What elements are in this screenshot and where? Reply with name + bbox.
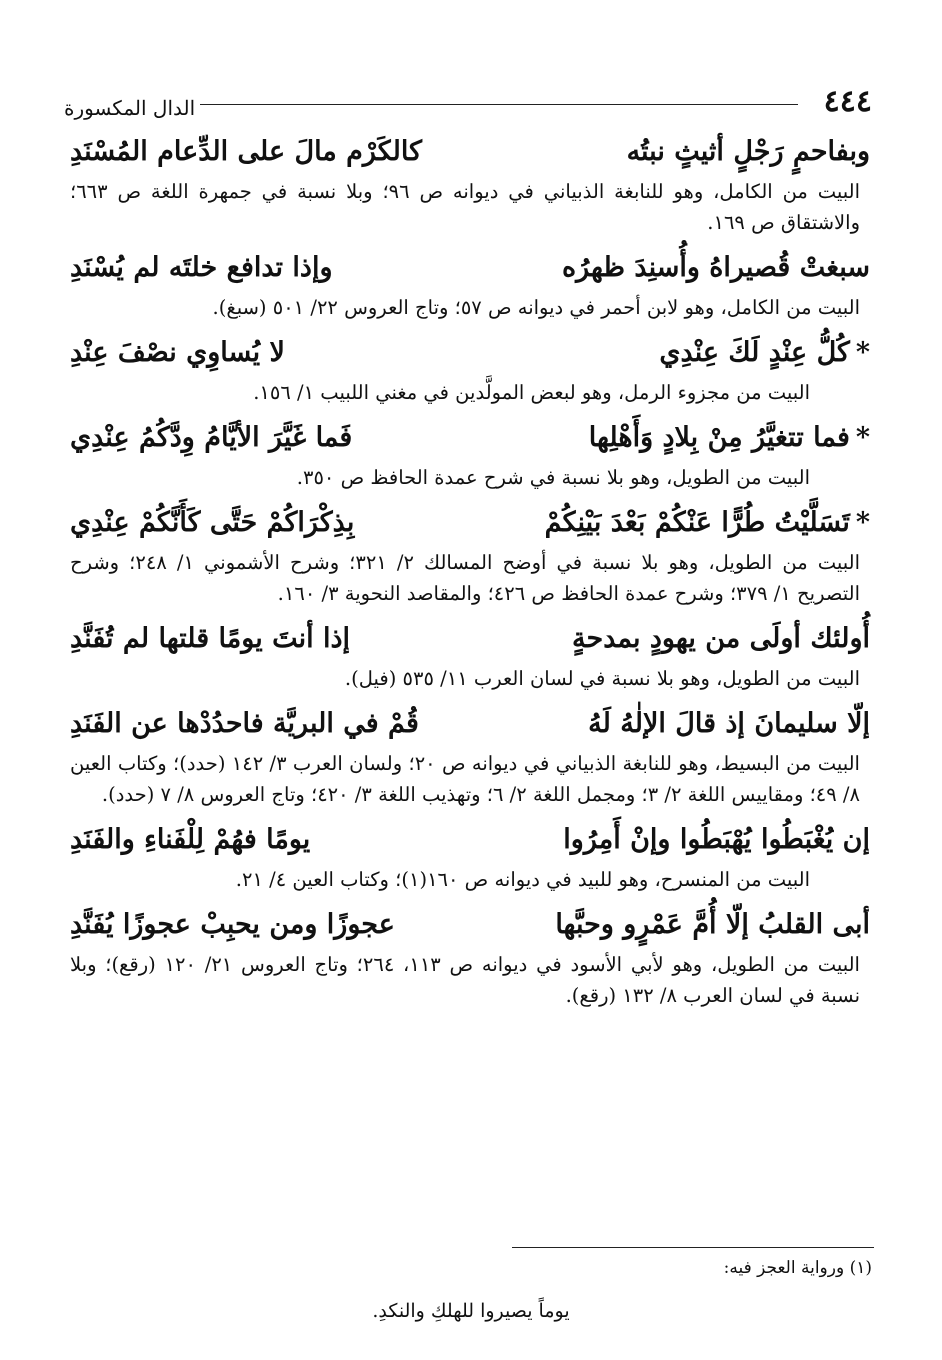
verse-entry-9 bbox=[70, 903, 870, 1011]
verse-note: البيت من البسيط، وهو للنابغة الذبياني في ديوانه ص ٢٠؛ ولسان العرب ٣/ ١٤٢ (حدد)؛ وكتاب العين ٨/ ٤٩؛ ومقاييس اللغة ٢/ ٣؛ ومجمل اللغة ٢/ ٦؛ وتهذيب اللغة ٣/ ٤٢٠؛ وتاج العروس ٨/ ٧ (حدد). bbox=[70, 752, 860, 806]
verse-line bbox=[70, 702, 870, 746]
verse-line bbox=[70, 903, 870, 947]
verse-first-half: سبغتْ قُصيراهُ وأُسنِدَ ظهرُه bbox=[562, 252, 870, 283]
verse-first-half bbox=[589, 416, 870, 460]
verse-first-half: أبى القلبُ إلّا أُمَّ عَمْرٍو وحبَّها bbox=[555, 909, 870, 940]
verse-line bbox=[70, 416, 870, 460]
verse-note: البيت من الكامل، وهو للنابغة الذبياني في ديوانه ص ٩٦؛ وبلا نسبة في جمهرة اللغة ص ٦٦٣؛ والاشتقاق ص ١٦٩. bbox=[70, 180, 860, 234]
verse-second-half: عجوزًا ومن يحبِبْ عجوزًا يُفَنَّدِ bbox=[70, 909, 395, 940]
chapter-title: الدال المكسورة bbox=[64, 96, 196, 120]
star-marker: * bbox=[855, 337, 870, 368]
verse-first-half bbox=[659, 331, 870, 375]
verse-note: البيت من مجزوء الرمل، وهو لبعض المولَّدين في مغني اللبيب ١/ ١٥٦. bbox=[253, 381, 810, 404]
verse-second-half: بِذِكْرَاكُمْ حَتَّى كَأَنَّكُمْ عِنْدِي bbox=[70, 507, 355, 538]
verse-first-half-text: فما تتغيَّرُ مِنْ بِلادٍ وَأَهْلِها bbox=[588, 422, 850, 453]
verse-first-half: إن يُغْبَطُوا يُهْبَطُوا وإنْ أَمِرُوا bbox=[563, 824, 870, 855]
verse-second-half: كالكَرْم مالَ على الدِّعام المُسْنَدِ bbox=[70, 136, 422, 167]
footnote-rule bbox=[512, 1247, 874, 1248]
verse-line bbox=[70, 246, 870, 290]
star-marker: * bbox=[855, 507, 870, 538]
footnote: (١) ورواية العجز فيه: bbox=[723, 1258, 872, 1278]
page-header bbox=[60, 84, 880, 118]
verse-second-half: إذا أنتَ يومًا قلتها لم تُفَنَّدِ bbox=[70, 623, 351, 654]
verse-line bbox=[70, 501, 870, 545]
verse-entry-6 bbox=[70, 617, 870, 694]
verse-second-half: قُمْ في البريَّة فاحدُدْها عن الفَنَدِ bbox=[70, 708, 419, 739]
page-body bbox=[70, 130, 870, 1019]
verse-entry-7 bbox=[70, 702, 870, 810]
verse-first-half: إلّا سليمانَ إذ قالَ الإلٰهُ لَهُ bbox=[588, 708, 870, 739]
verse-note: البيت من الكامل، وهو لابن أحمر في ديوانه ص ٥٧؛ وتاج العروس ٢٢/ ٥٠١ (سبغ). bbox=[212, 296, 860, 319]
verse-first-half-text: كُلُّ عِنْدٍ لَكَ عِنْدِي bbox=[659, 337, 850, 368]
star-marker: * bbox=[855, 422, 870, 453]
verse-note: البيت من الطويل، وهو بلا نسبة في شرح عمدة الحافظ ص ٣٥٠. bbox=[296, 466, 810, 489]
verse-second-half: وإذا تدافع خلتَه لم يُسْنَدِ bbox=[70, 252, 333, 283]
verse-line bbox=[70, 130, 870, 174]
verse-entry-2 bbox=[70, 246, 870, 323]
verse-first-half-text: تَسَلَّيْتُ طُرًّا عَنْكُمْ بَعْدَ بَيْنِكُمْ bbox=[544, 507, 850, 538]
verse-entry-4 bbox=[70, 416, 870, 493]
verse-first-half bbox=[545, 501, 870, 545]
verse-second-half: فَما غَيَّرَ الأيَّامُ وِدَّكُمُ عِنْدِي bbox=[70, 422, 353, 453]
verse-note: البيت من الطويل، وهو بلا نسبة في لسان العرب ١١/ ٥٣٥ (فيل). bbox=[344, 667, 860, 690]
verse-entry-1 bbox=[70, 130, 870, 238]
verse-line bbox=[70, 617, 870, 661]
footnote-verse: يوماً يصيروا للهلكِ والنكدِ. bbox=[372, 1300, 570, 1322]
page-number: ٤٤٤ bbox=[823, 84, 872, 119]
verse-entry-8 bbox=[70, 818, 870, 895]
verse-second-half: لا يُساوِي نصْفَ عِنْدِ bbox=[70, 337, 285, 368]
verse-note: البيت من المنسرح، وهو للبيد في ديوانه ص ١٦٠(١)؛ وكتاب العين ٤/ ٢١. bbox=[235, 868, 810, 891]
verse-entry-3 bbox=[70, 331, 870, 408]
verse-note: البيت من الطويل، وهو لأبي الأسود في ديوانه ص ١١٣، ٢٦٤؛ وتاج العروس ٢١/ ١٢٠ (رقع)؛ وبلا نسبة في لسان العرب ٨/ ١٣٢ (رقع). bbox=[70, 953, 860, 1007]
verse-line bbox=[70, 331, 870, 375]
verse-entry-5 bbox=[70, 501, 870, 609]
header-rule bbox=[200, 104, 798, 105]
verse-first-half: أُولئك أولَى من يهودٍ بمدحةٍ bbox=[572, 623, 870, 654]
verse-note: البيت من الطويل، وهو بلا نسبة في أوضح المسالك ٢/ ٣٢١؛ وشرح الأشموني ١/ ٢٤٨؛ وشرح التصريح ١/ ٣٧٩؛ وشرح عمدة الحافظ ص ٤٢٦؛ والمقاصد النحوية ٣/ ١٦٠. bbox=[70, 551, 861, 605]
verse-line bbox=[70, 818, 870, 862]
verse-first-half: وبفاحمٍ رَجْلٍ أثيثٍ نبتُه bbox=[626, 136, 870, 167]
verse-second-half: يومًا فهُمْ لِلْفَناءِ والفَنَدِ bbox=[70, 824, 311, 855]
